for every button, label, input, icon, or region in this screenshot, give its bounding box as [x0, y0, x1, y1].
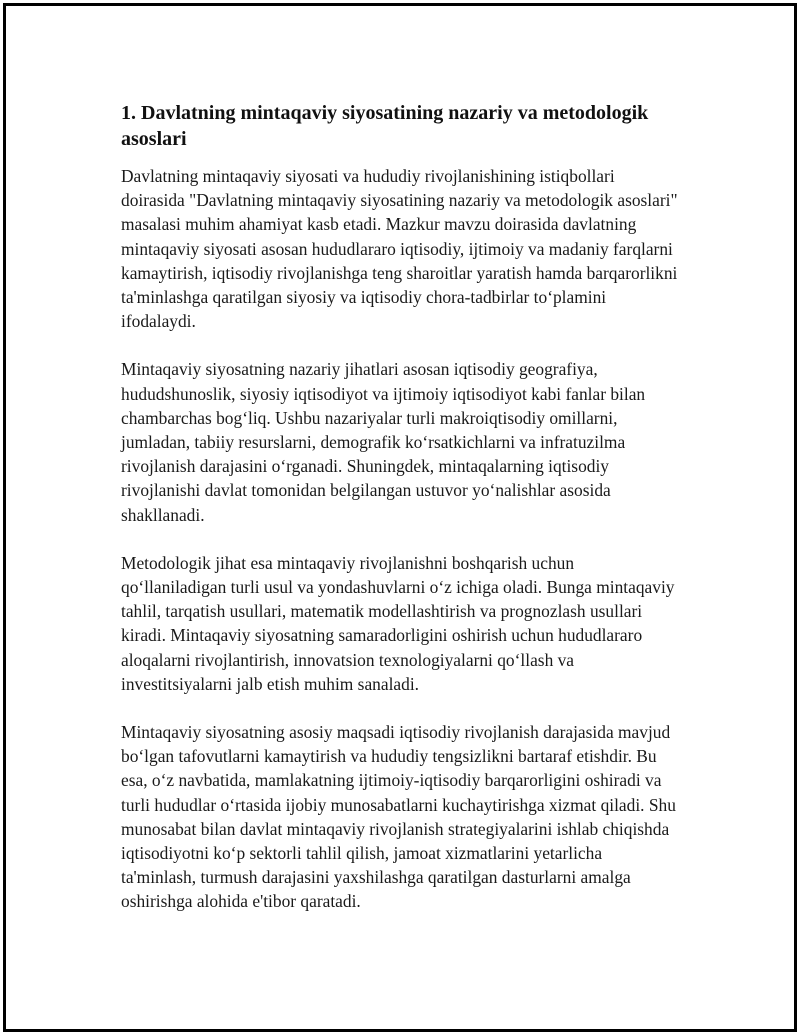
paragraph-4: Mintaqaviy siyosatning asosiy maqsadi iqtisodiy rivojlanish darajasida mavjud bo‘lgan tafovutlarni kamaytirish va hududiy tengsizlikni bartaraf etishdir. Bu esa, o‘z navbatida, mamlakatning ijtimoiy-iqtisodiy barqarorligini oshiradi va turli hududlar o‘rtasida ijobiy munosabatlarni kuchaytirishga xizmat qiladi. Shu munosabat bilan davlat mintaqaviy rivojlanish strategiyalarini ishlab chiqishda iqtisodiyotni ko‘p sektorli tahlil qilish, jamoat xizmatlarini yetarlicha ta'minlash, turmush darajasini yaxshilashga qaratilgan dasturlarni amalga oshirishga alohida e'tibor qaratadi.	[121, 722, 676, 912]
paragraph-2: Mintaqaviy siyosatning nazariy jihatlari asosan iqtisodiy geografiya, hududshunoslik, siyosiy iqtisodiyot va ijtimoiy iqtisodiyot kabi fanlar bilan chambarchas bog‘liq. Ushbu nazariyalar turli makroiqtisodiy omillarni, jumladan, tabiiy resurslarni, demografik ko‘rsatkichlarni va infratuzilma rivojlanish darajasini o‘rganadi. Shuningdek, mintaqalarning iqtisodiy rivojlanishi davlat tomonidan belgilangan ustuvor yo‘nalishlar asosida shakllanadi.	[121, 359, 646, 525]
paragraph-3: Metodologik jihat esa mintaqaviy rivojlanishni boshqarish uchun qo‘llaniladigan turli usul va yondashuvlarni o‘z ichiga oladi. Bunga mintaqaviy tahlil, tarqatish usullari, matematik modellashtirish va prognozlash usullari kiradi. Mintaqaviy siyosatning samaradorligini oshirish uchun hududlararo aloqalarni rivojlantirish, innovatsion texnologiyalarni qo‘llash va investitsiyalarni jalb etish muhim sanaladi.	[121, 552, 675, 694]
document-title: 1. Davlatning mintaqaviy siyosatining nazariy va metodologik asoslari	[121, 102, 649, 150]
document-body	[121, 100, 681, 938]
page-frame	[3, 3, 797, 1032]
paragraph-1: Davlatning mintaqaviy siyosati va hududiy rivojlanishining istiqbollari doirasida "Davlatning mintaqaviy siyosatining nazariy va metodologik asoslari" masalasi muhim ahamiyat kasb etadi. Mazkur mavzu doirasida davlatning mintaqaviy siyosati asosan hududlararo iqtisodiy, ijtimoiy va madaniy farqlarni kamaytirish, iqtisodiy rivojlanishga teng sharoitlar yaratish hamda barqarorlikni ta'minlashga qaratilgan siyosiy va iqtisodiy chora-tadbirlar to‘plamini ifodalaydi.	[121, 166, 678, 332]
